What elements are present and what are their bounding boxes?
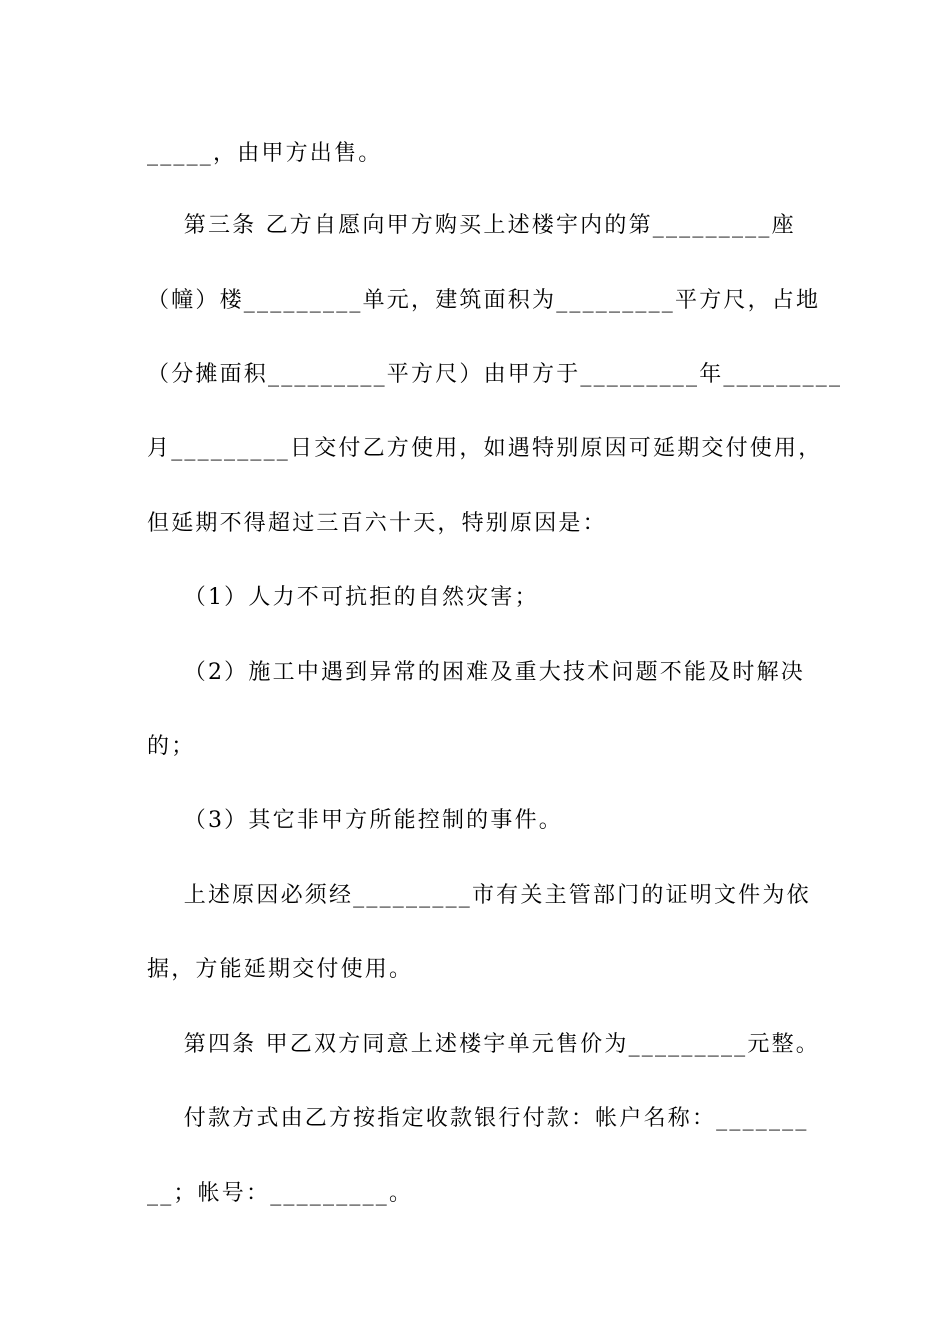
- text-line: 月_________日交付乙方使用，如遇特别原因可延期交付使用，: [147, 436, 823, 461]
- list-item-2: （2）施工中遇到异常的困难及重大技术问题不能及时解决: [147, 660, 805, 685]
- list-item-3: （3）其它非甲方所能控制的事件。: [147, 808, 563, 833]
- list-item-1: （1）人力不可抗拒的自然灾害；: [147, 585, 539, 610]
- text-line: （分摊面积_________平方尺）由甲方于_________年_________: [147, 362, 843, 387]
- account-line: __；帐号：_________。: [147, 1181, 414, 1206]
- article-4-line: 第四条 甲乙双方同意上述楼宇单元售价为_________元整。: [147, 1032, 820, 1057]
- text-line: 的；: [147, 734, 196, 759]
- text-line: _____，由甲方出售。: [147, 141, 383, 166]
- text-line: （幢）楼_________单元，建筑面积为_________平方尺，占地: [147, 288, 821, 313]
- text-line: 但延期不得超过三百六十天，特别原因是：: [147, 511, 607, 536]
- text-line: 上述原因必须经_________市有关主管部门的证明文件为依: [147, 883, 811, 908]
- article-3-line: 第三条 乙方自愿向甲方购买上述楼宇内的第_________座: [147, 213, 796, 238]
- payment-line: 付款方式由乙方按指定收款银行付款：帐户名称：_______: [147, 1106, 809, 1131]
- text-line: 据，方能延期交付使用。: [147, 957, 414, 982]
